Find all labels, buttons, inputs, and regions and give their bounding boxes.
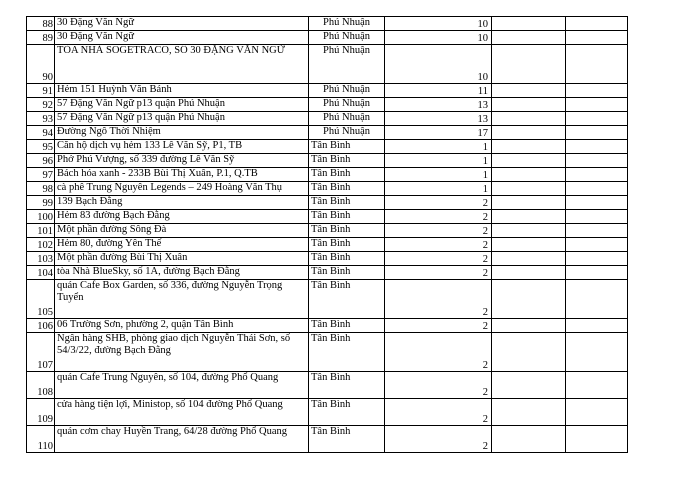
empty-cell[interactable] <box>492 126 566 140</box>
empty-cell[interactable] <box>566 196 628 210</box>
district-cell[interactable]: Tân Bình <box>309 372 385 399</box>
empty-cell[interactable] <box>492 112 566 126</box>
row-number-cell[interactable]: 89 <box>27 31 55 45</box>
row-number-cell[interactable]: 98 <box>27 182 55 196</box>
table-row <box>27 112 628 126</box>
row-number-cell[interactable]: 106 <box>27 319 55 333</box>
quantity-cell[interactable]: 2 <box>385 210 492 224</box>
table-row <box>27 31 628 45</box>
row-number-cell[interactable]: 93 <box>27 112 55 126</box>
row-number-cell[interactable]: 108 <box>27 372 55 399</box>
row-number-cell[interactable]: 95 <box>27 140 55 154</box>
quantity-cell[interactable]: 1 <box>385 140 492 154</box>
location-name-cell[interactable]: Bách hóa xanh - 233B Bùi Thị Xuân, P.1, Q.TB <box>55 168 309 182</box>
table-row <box>27 126 628 140</box>
quantity-cell[interactable]: 2 <box>385 399 492 426</box>
empty-cell[interactable] <box>566 98 628 112</box>
location-name-cell[interactable]: 30 Đặng Văn Ngữ <box>55 31 309 45</box>
location-name-cell[interactable]: Hẻm 151 Huỳnh Văn Bánh <box>55 84 309 98</box>
district-cell[interactable]: Tân Bình <box>309 154 385 168</box>
location-name-cell[interactable]: 139 Bạch Đằng <box>55 196 309 210</box>
row-number-cell[interactable]: 109 <box>27 399 55 426</box>
district-cell[interactable]: Tân Bình <box>309 426 385 453</box>
row-number-cell[interactable]: 104 <box>27 266 55 280</box>
row-number-cell[interactable]: 102 <box>27 238 55 252</box>
empty-cell[interactable] <box>492 98 566 112</box>
table-row <box>27 280 628 319</box>
empty-cell[interactable] <box>492 319 566 333</box>
district-cell[interactable]: Tân Bình <box>309 196 385 210</box>
table-row <box>27 372 628 399</box>
quantity-cell[interactable]: 2 <box>385 372 492 399</box>
location-name-cell[interactable]: Một phần đường Sông Đà <box>55 224 309 238</box>
district-cell[interactable]: Phú Nhuận <box>309 17 385 31</box>
address-table <box>26 16 628 453</box>
district-cell[interactable]: Tân Bình <box>309 399 385 426</box>
empty-cell[interactable] <box>566 140 628 154</box>
quantity-cell[interactable]: 10 <box>385 45 492 84</box>
district-cell[interactable]: Phú Nhuận <box>309 98 385 112</box>
spreadsheet <box>26 16 628 453</box>
location-name-cell[interactable]: tòa Nhà BlueSky, số 1A, đường Bạch Đằng <box>55 266 309 280</box>
location-name-cell[interactable]: 57 Đặng Văn Ngữ p13 quận Phú Nhuận <box>55 112 309 126</box>
district-cell[interactable]: Tân Bình <box>309 333 385 372</box>
table-row <box>27 168 628 182</box>
table-row <box>27 224 628 238</box>
district-cell[interactable]: Phú Nhuận <box>309 84 385 98</box>
table-row <box>27 426 628 453</box>
empty-cell[interactable] <box>566 17 628 31</box>
quantity-cell[interactable]: 2 <box>385 426 492 453</box>
empty-cell[interactable] <box>492 196 566 210</box>
district-cell[interactable]: Phú Nhuận <box>309 112 385 126</box>
empty-cell[interactable] <box>566 31 628 45</box>
empty-cell[interactable] <box>492 252 566 266</box>
empty-cell[interactable] <box>566 224 628 238</box>
quantity-cell[interactable]: 10 <box>385 31 492 45</box>
quantity-cell[interactable]: 13 <box>385 98 492 112</box>
district-cell[interactable]: Phú Nhuận <box>309 126 385 140</box>
empty-cell[interactable] <box>492 280 566 319</box>
empty-cell[interactable] <box>492 45 566 84</box>
row-number-cell[interactable]: 91 <box>27 84 55 98</box>
empty-cell[interactable] <box>566 319 628 333</box>
table-row <box>27 140 628 154</box>
empty-cell[interactable] <box>492 210 566 224</box>
table-row <box>27 154 628 168</box>
location-name-cell[interactable]: Đường Ngô Thời Nhiệm <box>55 126 309 140</box>
location-name-cell[interactable]: 06 Trường Sơn, phường 2, quận Tân Bình <box>55 319 309 333</box>
table-row <box>27 84 628 98</box>
table-row <box>27 45 628 84</box>
row-number-cell[interactable]: 90 <box>27 45 55 84</box>
empty-cell[interactable] <box>566 182 628 196</box>
district-cell[interactable]: Tân Bình <box>309 266 385 280</box>
empty-cell[interactable] <box>566 154 628 168</box>
empty-cell[interactable] <box>492 168 566 182</box>
location-name-cell[interactable]: quán cơm chay Huyền Trang, 64/28 đường Phổ Quang <box>55 426 309 453</box>
table-row <box>27 333 628 372</box>
empty-cell[interactable] <box>492 182 566 196</box>
district-cell[interactable]: Tân Bình <box>309 210 385 224</box>
district-cell[interactable]: Phú Nhuận <box>309 45 385 84</box>
empty-cell[interactable] <box>566 252 628 266</box>
row-number-cell[interactable]: 101 <box>27 224 55 238</box>
table-row <box>27 319 628 333</box>
empty-cell[interactable] <box>492 17 566 31</box>
empty-cell[interactable] <box>492 140 566 154</box>
quantity-cell[interactable]: 13 <box>385 112 492 126</box>
row-number-cell[interactable]: 99 <box>27 196 55 210</box>
location-name-cell[interactable]: cửa hàng tiện lợi, Ministop, số 104 đường Phổ Quang <box>55 399 309 426</box>
empty-cell[interactable] <box>492 333 566 372</box>
empty-cell[interactable] <box>492 31 566 45</box>
quantity-cell[interactable]: 1 <box>385 154 492 168</box>
row-number-cell[interactable]: 110 <box>27 426 55 453</box>
empty-cell[interactable] <box>566 266 628 280</box>
empty-cell[interactable] <box>492 154 566 168</box>
empty-cell[interactable] <box>566 333 628 372</box>
district-cell[interactable]: Tân Bình <box>309 319 385 333</box>
table-row <box>27 210 628 224</box>
empty-cell[interactable] <box>492 372 566 399</box>
empty-cell[interactable] <box>492 426 566 453</box>
location-name-cell[interactable]: quán Cafe Trung Nguyên, số 104, đường Phổ Quang <box>55 372 309 399</box>
table-row <box>27 182 628 196</box>
empty-cell[interactable] <box>492 266 566 280</box>
table-row <box>27 252 628 266</box>
row-number-cell[interactable]: 103 <box>27 252 55 266</box>
table-row <box>27 399 628 426</box>
district-cell[interactable]: Tân Bình <box>309 168 385 182</box>
empty-cell[interactable] <box>492 224 566 238</box>
empty-cell[interactable] <box>566 280 628 319</box>
empty-cell[interactable] <box>566 238 628 252</box>
district-cell[interactable]: Tân Bình <box>309 280 385 319</box>
table-row <box>27 238 628 252</box>
location-name-cell[interactable]: Một phần đường Bùi Thị Xuân <box>55 252 309 266</box>
location-name-cell[interactable]: Hẻm 83 đường Bạch Đằng <box>55 210 309 224</box>
empty-cell[interactable] <box>492 84 566 98</box>
location-name-cell[interactable]: Ngân hàng SHB, phòng giao dịch Nguyễn Thái Sơn, số 54/3/22, đường Bạch Đằng <box>55 333 309 372</box>
quantity-cell[interactable]: 2 <box>385 224 492 238</box>
district-cell[interactable]: Tân Bình <box>309 252 385 266</box>
quantity-cell[interactable]: 1 <box>385 168 492 182</box>
location-name-cell[interactable]: quán Cafe Box Garden, số 336, đường Nguyễn Trọng Tuyển <box>55 280 309 319</box>
empty-cell[interactable] <box>566 372 628 399</box>
quantity-cell[interactable]: 2 <box>385 319 492 333</box>
row-number-cell[interactable]: 88 <box>27 17 55 31</box>
quantity-cell[interactable]: 2 <box>385 280 492 319</box>
empty-cell[interactable] <box>566 210 628 224</box>
location-name-cell[interactable]: Căn hộ dịch vụ hẻm 133 Lê Văn Sỹ, P1, TB <box>55 140 309 154</box>
row-number-cell[interactable]: 92 <box>27 98 55 112</box>
quantity-cell[interactable]: 1 <box>385 182 492 196</box>
location-name-cell[interactable]: 57 Đặng Văn Ngữ p13 quận Phú Nhuận <box>55 98 309 112</box>
empty-cell[interactable] <box>566 426 628 453</box>
location-name-cell[interactable]: cà phê Trung Nguyên Legends – 249 Hoàng Văn Thụ <box>55 182 309 196</box>
empty-cell[interactable] <box>492 399 566 426</box>
district-cell[interactable]: Phú Nhuận <box>309 31 385 45</box>
quantity-cell[interactable]: 17 <box>385 126 492 140</box>
row-number-cell[interactable]: 107 <box>27 333 55 372</box>
row-number-cell[interactable]: 96 <box>27 154 55 168</box>
table-row <box>27 196 628 210</box>
quantity-cell[interactable]: 2 <box>385 333 492 372</box>
quantity-cell[interactable]: 10 <box>385 17 492 31</box>
district-cell[interactable]: Tân Bình <box>309 140 385 154</box>
table-row <box>27 17 628 31</box>
district-cell[interactable]: Tân Bình <box>309 224 385 238</box>
quantity-cell[interactable]: 2 <box>385 266 492 280</box>
row-number-cell[interactable]: 94 <box>27 126 55 140</box>
empty-cell[interactable] <box>566 126 628 140</box>
quantity-cell[interactable]: 11 <box>385 84 492 98</box>
location-name-cell[interactable]: Hẻm 80, đường Yên Thế <box>55 238 309 252</box>
row-number-cell[interactable]: 105 <box>27 280 55 319</box>
empty-cell[interactable] <box>566 112 628 126</box>
empty-cell[interactable] <box>566 84 628 98</box>
table-row <box>27 266 628 280</box>
row-number-cell[interactable]: 97 <box>27 168 55 182</box>
district-cell[interactable]: Tân Bình <box>309 238 385 252</box>
row-number-cell[interactable]: 100 <box>27 210 55 224</box>
table-row <box>27 98 628 112</box>
quantity-cell[interactable]: 2 <box>385 196 492 210</box>
empty-cell[interactable] <box>566 168 628 182</box>
location-name-cell[interactable]: 30 Đặng Văn Ngữ <box>55 17 309 31</box>
empty-cell[interactable] <box>492 238 566 252</box>
location-name-cell[interactable]: Phở Phú Vượng, số 339 đường Lê Văn Sỹ <box>55 154 309 168</box>
quantity-cell[interactable]: 2 <box>385 252 492 266</box>
empty-cell[interactable] <box>566 45 628 84</box>
quantity-cell[interactable]: 2 <box>385 238 492 252</box>
location-name-cell[interactable]: TÒA NHÀ SOGETRACO, SỐ 30 ĐẶNG VĂN NGỮ <box>55 45 309 84</box>
district-cell[interactable]: Tân Bình <box>309 182 385 196</box>
empty-cell[interactable] <box>566 399 628 426</box>
